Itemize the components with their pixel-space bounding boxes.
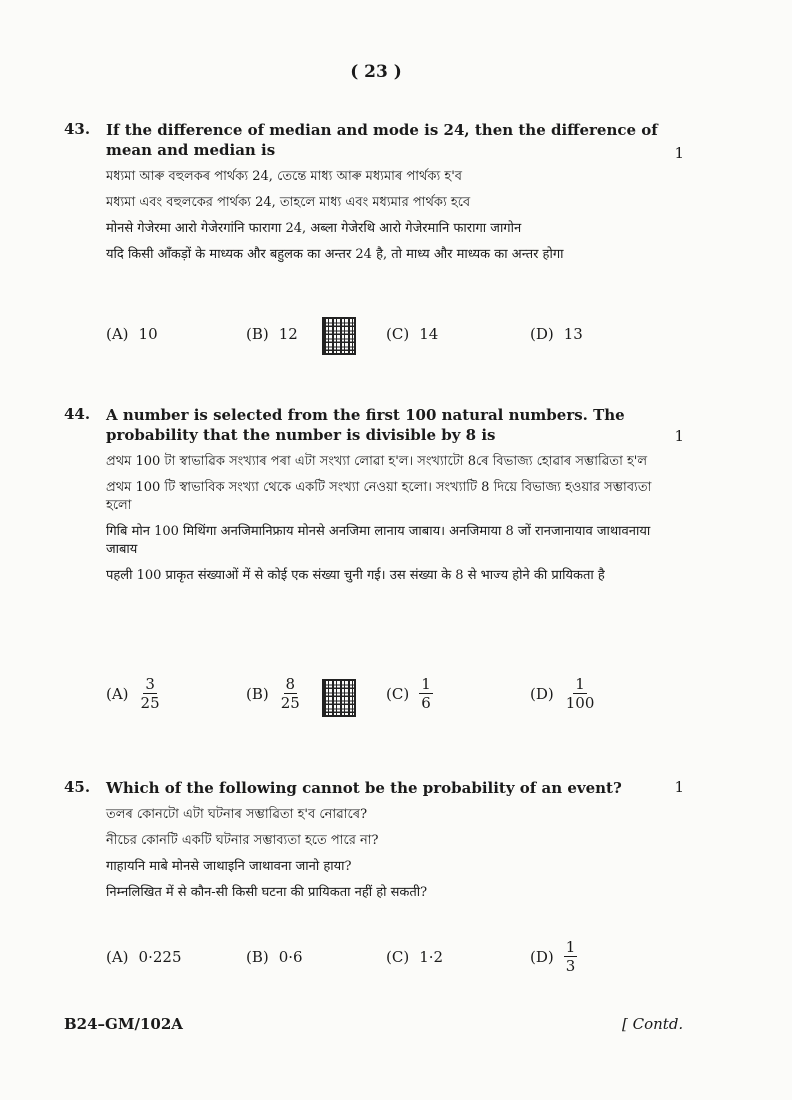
page-number: ( 23 ): [350, 62, 402, 82]
continued-label: [ Contd.: [622, 1015, 684, 1033]
option-label: (D): [530, 325, 554, 343]
option-label: (C): [386, 948, 410, 966]
translation-hindi: निम्नलिखित में से कौन-सी किसी घटना की प्रायिकता नहीं हो सकती?: [106, 885, 428, 900]
denominator: 3: [565, 957, 576, 975]
question-text-english: If the difference of median and mode is 24, then the difference of mean and median is: [106, 121, 658, 159]
option-b: [246, 675, 302, 712]
fraction: [564, 938, 578, 975]
question-text-english: Which of the following cannot be the probability of an event?: [106, 779, 622, 797]
option-label: (C): [386, 325, 410, 343]
option-label: (B): [246, 684, 269, 703]
option-c: [386, 675, 433, 712]
question-marks: 1: [674, 427, 684, 445]
option-label: (D): [530, 947, 554, 966]
denominator: 25: [140, 694, 160, 712]
option-c: [386, 948, 443, 966]
option-value: 10: [138, 325, 158, 343]
numerator: 1: [575, 675, 585, 693]
paper-code: B24–GM/102A: [64, 1015, 183, 1033]
translation-hindi: यदि किसी आँकड़ों के माध्यक और बहुलक का अन्तर 24 है, तो माध्य और माध्यक का अन्तर होगा: [106, 247, 564, 262]
numerator: 3: [145, 675, 155, 693]
fraction: [279, 675, 302, 712]
option-c: [386, 325, 438, 343]
question-marks: 1: [674, 778, 684, 796]
translation-bengali: প্রথম 100 টি স্বাভাবিক সংখ্যা থেকে একটি সংখ্যা নেওয়া হলো। সংখ্যাটি 8 দিয়ে বিভাজ্য হওয়ার সম্ভাব্যতা হলো: [106, 480, 652, 513]
translation-assamese: মধ্যমা আৰু বহুলকৰ পাৰ্থক্য 24, তেন্তে মাধ্য আৰু মধ্যমাৰ পাৰ্থক্য হ'ব: [106, 169, 463, 184]
question-number: 44.: [64, 405, 91, 423]
option-a: [106, 325, 158, 343]
option-label: (A): [106, 948, 129, 966]
option-label: (A): [106, 325, 129, 343]
option-d: [530, 675, 596, 712]
option-a: [106, 675, 162, 712]
numerator: 8: [285, 675, 296, 693]
fraction: [419, 675, 433, 712]
translation-assamese: তলৰ কোনটো এটা ঘটনাৰ সম্ভাৱিতা হ'ব নোৱাৰে?: [106, 807, 368, 822]
question-44: [64, 405, 704, 712]
options: [106, 675, 666, 725]
option-label: (C): [386, 684, 410, 703]
option-d: [530, 938, 577, 975]
translation-hindi: पहली 100 प्राकृत संख्याओं में से कोई एक संख्या चुनी गई। उस संख्या के 8 से भाज्य होने की प्रायिकता है: [106, 568, 605, 583]
question-number: 45.: [64, 778, 91, 796]
translation-bengali: মধ্যমা এবং বহুলকের পার্থক্য 24, তাহলে মাধ্য এবং মধ্যমার পার্থক্য হবে: [106, 195, 471, 210]
option-value: 13: [563, 325, 583, 343]
numerator: 1: [421, 675, 431, 693]
question-marks: 1: [674, 144, 684, 162]
denominator: 25: [280, 694, 300, 712]
translation-bodo: मोनसे गेजेरमा आरो गेजेरगांनि फारागा 24, अब्ला गेजेरथि आरो गेजेरमानि फारागा जागोन: [106, 221, 522, 236]
option-value: 0·225: [138, 948, 182, 966]
question-text-english: A number is selected from the first 100 natural numbers. The probability that the number is divisible by 8 is: [106, 406, 625, 444]
translation-bodo: गाहायनि माबे मोनसे जाथाइनि जाथावना जानो हाया?: [106, 859, 352, 874]
option-b: [246, 325, 298, 343]
option-label: (B): [246, 948, 269, 966]
qr-code-icon: [322, 679, 356, 717]
qr-code-icon: [322, 317, 356, 355]
option-value: 12: [278, 325, 298, 343]
option-label: (B): [246, 325, 269, 343]
denominator: 100: [565, 694, 595, 712]
translation-assamese: প্ৰথম 100 টা স্বাভাৱিক সংখ্যাৰ পৰা এটা সংখ্যা লোৱা হ'ল। সংখ্যাটো 8ৰে বিভাজ্য হোৱাৰ সম্ভাৱিতা হ'ল: [106, 454, 648, 469]
question-number: 43.: [64, 120, 91, 138]
option-a: [106, 948, 182, 966]
option-label: (A): [106, 684, 129, 703]
translation-bengali: নীচের কোনটি একটি ঘটনার সম্ভাব্যতা হতে পারে না?: [106, 833, 379, 848]
denominator: 6: [421, 694, 431, 712]
option-value: 0·6: [278, 948, 303, 966]
fraction: [564, 675, 597, 712]
option-d: [530, 325, 583, 343]
option-value: 1·2: [419, 948, 444, 966]
question-45: [64, 778, 704, 975]
option-value: 14: [419, 325, 439, 343]
numerator: 1: [565, 938, 576, 956]
translation-bodo: गिबि मोन 100 मिथिंगा अनजिमानिफ्राय मोनसे अनजिमा लानाय जाबाय। अनजिमाया 8 जों रानजानायाव जाथावनाया जाबाय: [106, 524, 651, 557]
options: [106, 325, 666, 375]
option-label: (D): [530, 684, 554, 703]
fraction: [139, 675, 162, 712]
question-43: [64, 120, 704, 343]
options: [106, 938, 666, 988]
option-b: [246, 948, 303, 966]
